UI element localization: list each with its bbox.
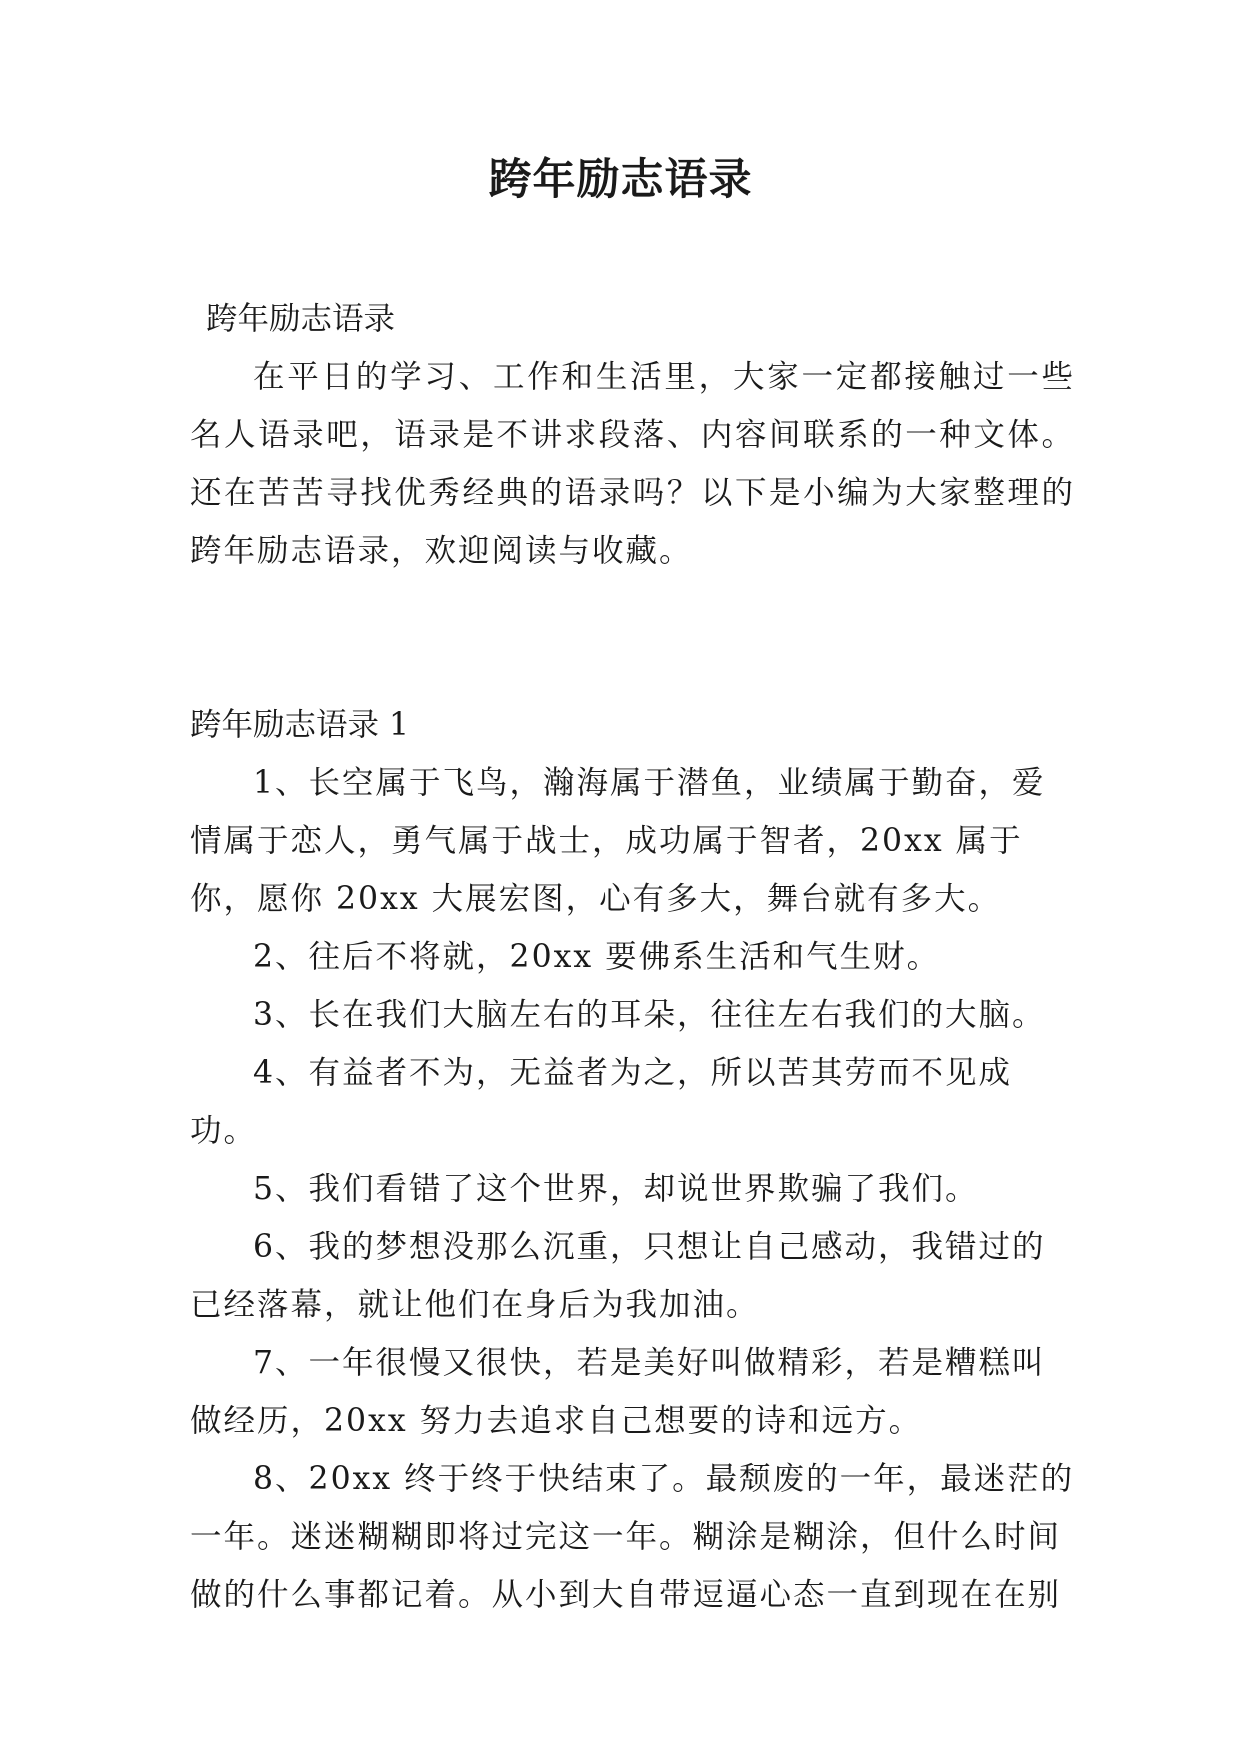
quote-item-4: 4、有益者不为，无益者为之，所以苦其劳而不见成功。 <box>190 1055 1013 1149</box>
section-heading: 跨年励志语录 1 <box>190 707 410 743</box>
quote-item-5: 5、我们看错了这个世界，却说世界欺骗了我们。 <box>253 1171 979 1207</box>
quote-item-7: 7、一年很慢又很快，若是美好叫做精彩，若是糟糕叫做经历，20xx 努力去追求自己想要的诗和远方。 <box>190 1345 1046 1439</box>
document-body <box>190 290 1075 1624</box>
document-title: 跨年励志语录 <box>488 155 753 205</box>
intro-paragraph: 在平日的学习、工作和生活里，大家一定都接触过一些名人语录吧，语录是不讲求段落、内容间联系的一种文体。还在苦苦寻找优秀经典的语录吗？以下是小编为大家整理的跨年励志语录，欢迎阅读与收藏。 <box>190 359 1075 569</box>
document-subtitle: 跨年励志语录 <box>206 301 396 337</box>
quote-item-6: 6、我的梦想没那么沉重，只想让自己感动，我错过的已经落幕，就让他们在身后为我加油。 <box>190 1229 1046 1323</box>
quote-item-2: 2、往后不将就，20xx 要佛系生活和气生财。 <box>253 939 941 975</box>
quote-item-3: 3、长在我们大脑左右的耳朵，往往左右我们的大脑。 <box>253 997 1046 1033</box>
quote-item-1: 1、长空属于飞鸟，瀚海属于潜鱼，业绩属于勤奋，爱情属于恋人，勇气属于战士，成功属于智者，20xx 属于你，愿你 20xx 大展宏图，心有多大，舞台就有多大。 <box>190 765 1046 917</box>
quote-item-8: 8、20xx 终于终于快结束了。最颓废的一年，最迷茫的一年。迷迷糊糊即将过完这一年。糊涂是糊涂，但什么时间做的什么事都记着。从小到大自带逗逼心态一直到现在在别 <box>190 1461 1075 1613</box>
